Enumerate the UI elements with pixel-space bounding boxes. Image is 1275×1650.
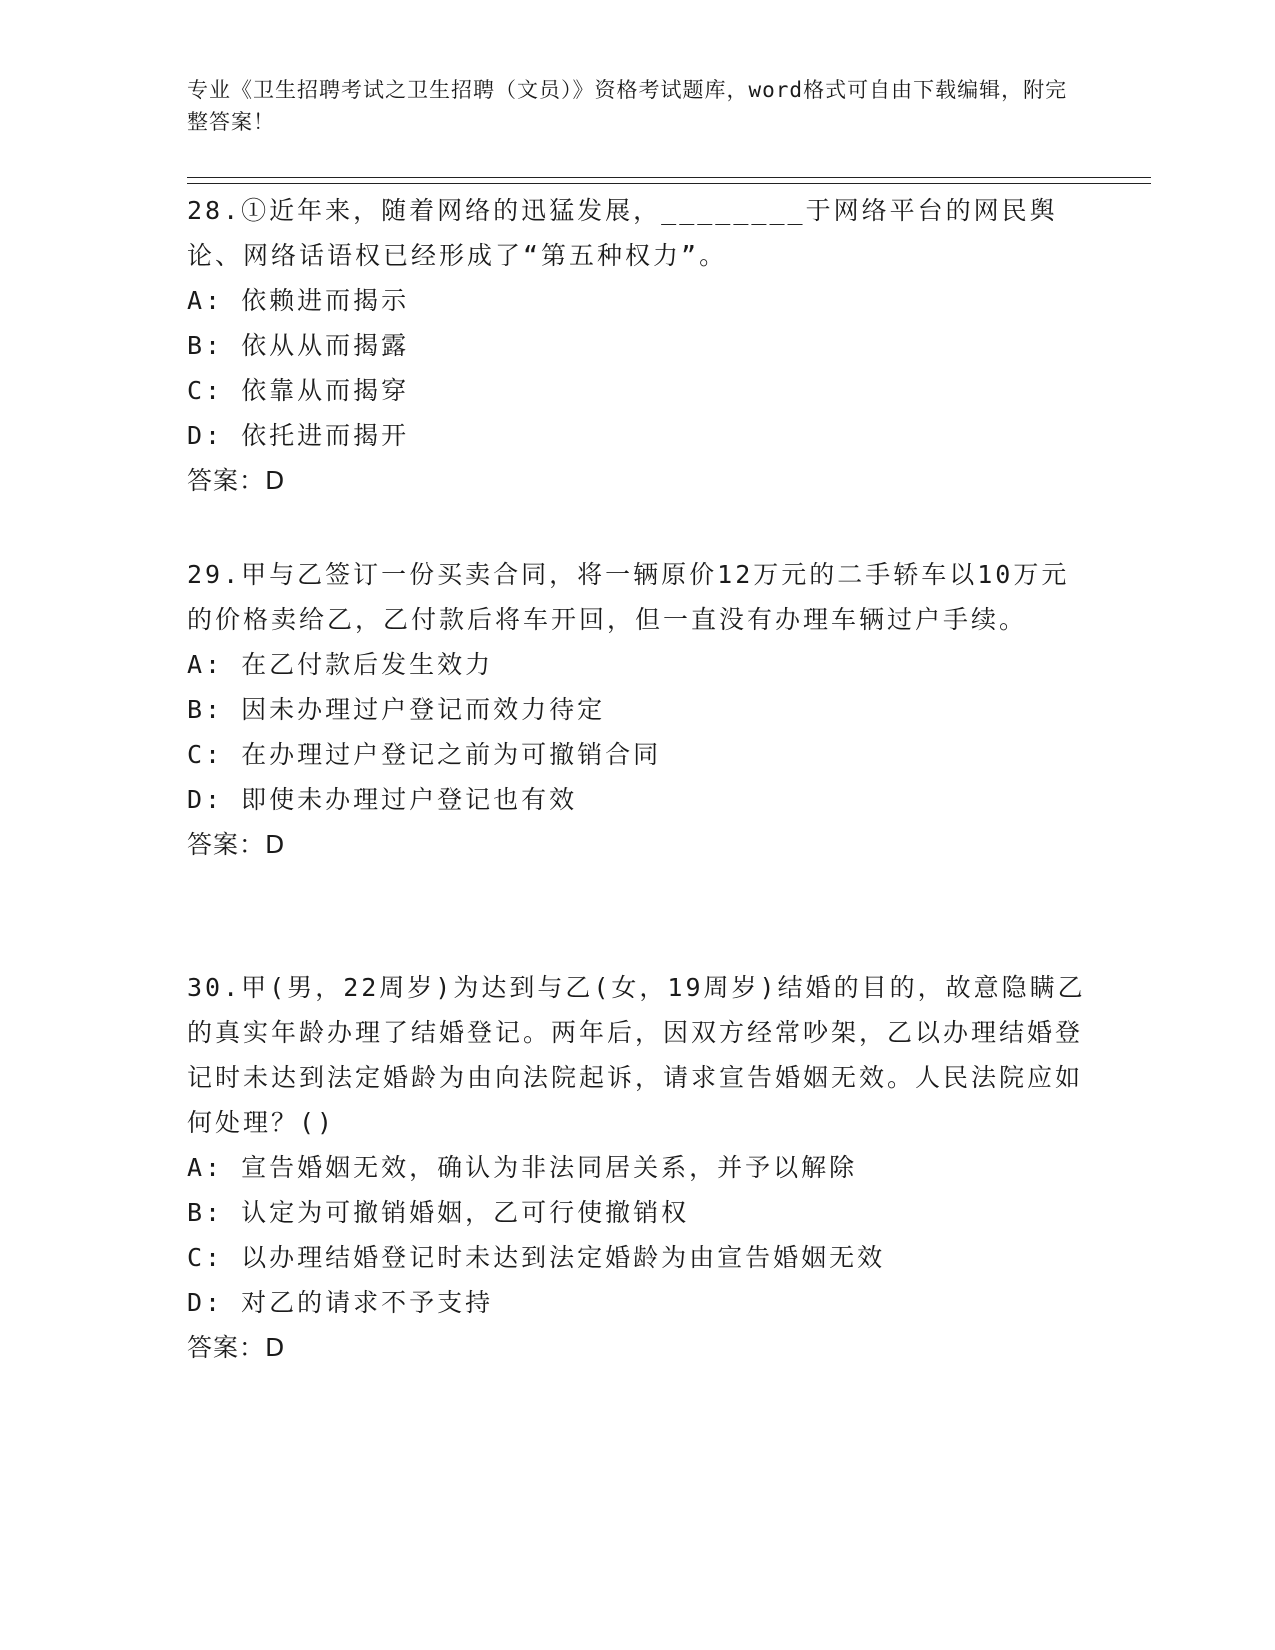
question-29 xyxy=(187,552,1087,867)
option-b: B: 认定为可撤销婚姻，乙可行使撤销权 xyxy=(187,1198,690,1227)
option-c: C: 在办理过户登记之前为可撤销合同 xyxy=(187,740,662,769)
question-28 xyxy=(187,188,1087,503)
option-d: D: 即使未办理过户登记也有效 xyxy=(187,785,578,814)
answer-line: 答案：D xyxy=(187,466,286,495)
option-b: B: 因未办理过户登记而效力待定 xyxy=(187,695,606,724)
option-b: B: 依从从而揭露 xyxy=(187,331,410,360)
option-a: A: 依赖进而揭示 xyxy=(187,286,410,315)
option-a: A: 在乙付款后发生效力 xyxy=(187,650,494,679)
question-30 xyxy=(187,965,1087,1370)
header-divider-bottom xyxy=(187,183,1151,184)
answer-line: 答案：D xyxy=(187,1333,286,1362)
document-intro: 专业《卫生招聘考试之卫生招聘（文员）》资格考试题库，word格式可自由下载编辑，附完整答案！ xyxy=(187,78,1068,134)
option-c: C: 以办理结婚登记时未达到法定婚龄为由宣告婚姻无效 xyxy=(187,1243,886,1272)
answer-line: 答案：D xyxy=(187,830,286,859)
option-c: C: 依靠从而揭穿 xyxy=(187,376,410,405)
option-a: A: 宣告婚姻无效，确认为非法同居关系，并予以解除 xyxy=(187,1153,858,1182)
option-d: D: 对乙的请求不予支持 xyxy=(187,1288,494,1317)
option-d: D: 依托进而揭开 xyxy=(187,421,410,450)
header-divider-top xyxy=(187,177,1151,178)
question-stem: 29.甲与乙签订一份买卖合同，将一辆原价12万元的二手轿车以10万元的价格卖给乙，乙付款后将车开回，但一直没有办理车辆过户手续。 xyxy=(187,560,1070,634)
question-stem: 28.①近年来，随着网络的迅猛发展，________于网络平台的网民舆论、网络话语权已经形成了“第五种权力”。 xyxy=(187,196,1058,270)
question-stem: 30.甲(男，22周岁)为达到与乙(女，19周岁)结婚的目的，故意隐瞒乙的真实年龄办理了结婚登记。两年后，因双方经常吵架，乙以办理结婚登记时未达到法定婚龄为由向法院起诉，请求宣告婚姻无效。人民法院应如何处理？() xyxy=(187,973,1086,1137)
